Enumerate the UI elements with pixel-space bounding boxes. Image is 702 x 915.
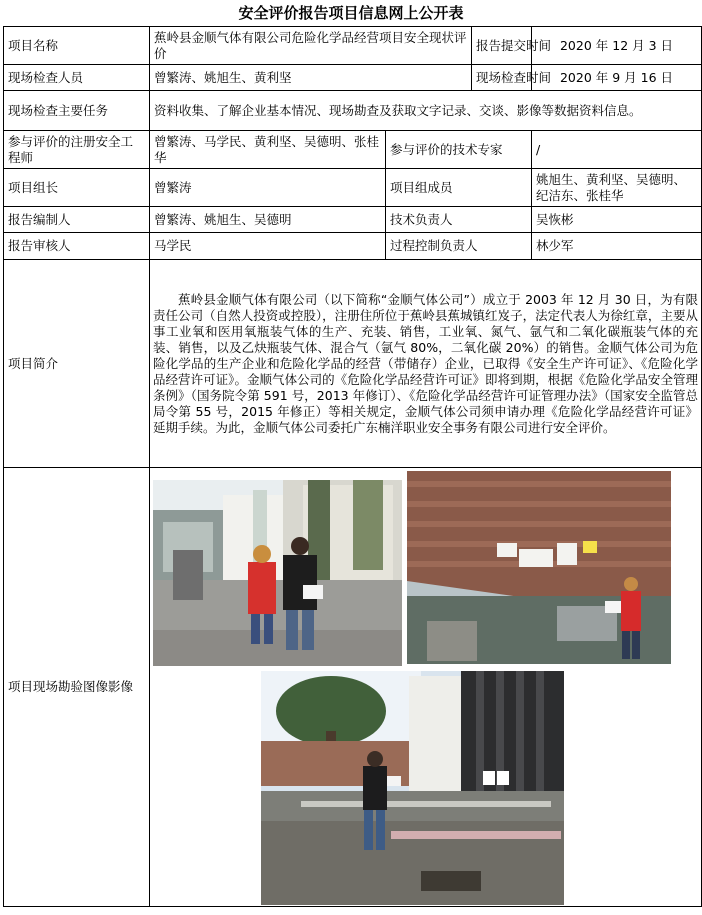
- engineers-label: 参与评价的注册安全工程师: [4, 131, 150, 169]
- tank-photo-image: [261, 671, 564, 905]
- submit-time-label: 报告提交时间: [472, 27, 532, 65]
- intro-label: 项目简介: [4, 260, 150, 468]
- experts-label: 参与评价的技术专家: [386, 131, 532, 169]
- intro-text: 蕉岭县金顺气体有限公司（以下简称“金顺气体公司”）成立于 2003 年 12 月 30 日，为有限责任公司（自然人投资或控股），注册住所位于蕉岭县蕉城镇红岌子，法定代表人为徐红章，主要从事工业氧和医用氧瓶装气体的生产、充装、销售，工业氧、氮气、氩气和二氧化碳瓶装气体的充装、销售，以及乙炔瓶装气体、混合气（氩气 80%，二氧化碳 20%）的销售。金顺气体公司为危险化学品的生产企业和危险化学品的经营（带储存）企业，已取得《安全生产许可证》、《危险化学品经营许可证》。金顺气体公司的《危险化学品经营许可证》即将到期，根据《危险化学品安全管理条例》（国务院令第 591 号，2013 年修订）、《危险化学品经营许可证管理办法》（国家安全监管总局令第 55 号，2015 年修正）等相关规定，金顺气体公司须申请办理《危险化学品经营许可证》延期手续。为此，金顺气体公司委托广东楠洋职业安全事务有限公司进行安全评价。: [150, 260, 702, 468]
- members-value: 姚旭生、黄利坚、吴德明、纪洁东、张桂华: [532, 169, 702, 207]
- inspectors-label: 现场检查人员: [4, 65, 150, 91]
- experts-value: /: [532, 131, 702, 169]
- site-photo-wall: [407, 471, 671, 664]
- compilers-label: 报告编制人: [4, 207, 150, 233]
- gate-photo-image: [153, 480, 402, 666]
- tasks-value: 资料收集、了解企业基本情况、现场勘查及获取文字记录、交谈、影像等数据资料信息。: [150, 91, 702, 131]
- project-name-label: 项目名称: [4, 27, 150, 65]
- leader-label: 项目组长: [4, 169, 150, 207]
- members-label: 项目组成员: [386, 169, 532, 207]
- inspect-time-label: 现场检查时间: [472, 65, 532, 91]
- page-title: 安全评价报告项目信息网上公开表: [238, 4, 464, 22]
- photos-label: 项目现场勘验图像影像: [4, 468, 150, 907]
- info-table: [3, 26, 702, 907]
- process-lead-label: 过程控制负责人: [386, 233, 532, 260]
- process-lead-value: 林少军: [532, 233, 702, 260]
- site-photo-gate: [153, 480, 402, 666]
- wall-photo-image: [407, 471, 671, 664]
- project-name-value: 蕉岭县金顺气体有限公司危险化学品经营项目安全现状评价: [150, 27, 472, 65]
- leader-value: 曾繁涛: [150, 169, 386, 207]
- compilers-value: 曾繁涛、姚旭生、吴德明: [150, 207, 386, 233]
- engineers-value: 曾繁涛、马学民、黄利坚、吴德明、张桂华: [150, 131, 386, 169]
- site-photo-tank: [261, 671, 564, 905]
- photos-cell: [150, 468, 702, 907]
- tech-lead-value: 吴恢彬: [532, 207, 702, 233]
- inspectors-value: 曾繁涛、姚旭生、黄利坚: [150, 65, 472, 91]
- tasks-label: 现场检查主要任务: [4, 91, 150, 131]
- tech-lead-label: 技术负责人: [386, 207, 532, 233]
- inspect-time-value: 2020 年 9 月 16 日: [532, 65, 702, 91]
- reviewer-value: 马学民: [150, 233, 386, 260]
- submit-time-value: 2020 年 12 月 3 日: [532, 27, 702, 65]
- reviewer-label: 报告审核人: [4, 233, 150, 260]
